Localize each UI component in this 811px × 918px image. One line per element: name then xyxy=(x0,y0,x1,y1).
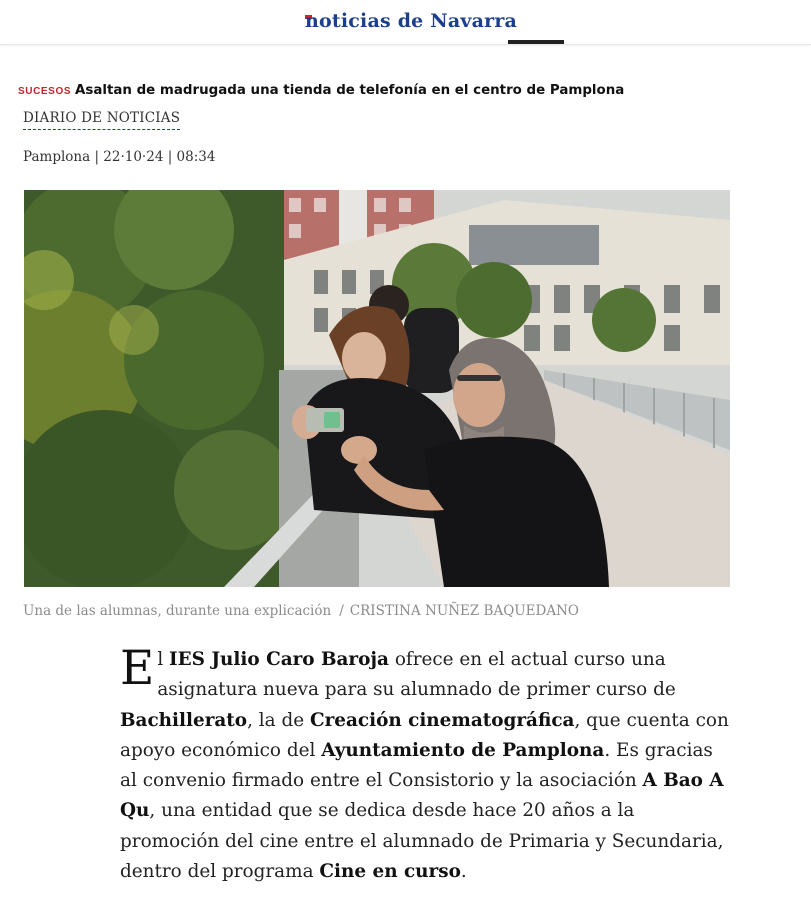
body-text: . xyxy=(460,861,467,883)
article-paragraph xyxy=(120,641,730,887)
highlight-bachillerato: Bachillerato xyxy=(120,709,248,731)
body-text: . Es gracias al convenio firmado entre el Consistorio y la asociación xyxy=(120,739,713,792)
header-progress-rule xyxy=(508,40,564,44)
body-text: ofrece en el actual curso una asignatura nueva para su alumnado de primer curso de xyxy=(157,649,676,701)
site-header xyxy=(0,0,811,45)
highlight-program: Cine en curso xyxy=(319,861,461,883)
caption-text: Una de las alumnas, durante una explicación xyxy=(23,603,332,619)
drop-cap: E xyxy=(120,641,155,696)
body-text: , una entidad que se dedica desde hace 20 años a la promoción del cine entre el alumnado de Primaria y Secundaria, dentro del programa xyxy=(120,800,724,883)
article-body xyxy=(120,641,730,887)
highlight-subject: Creación cinematográfica xyxy=(309,709,575,731)
body-text: l xyxy=(157,649,170,670)
highlight-school: IES Julio Caro Baroja xyxy=(169,649,389,670)
photo-caption xyxy=(23,603,579,619)
body-text: , la de xyxy=(247,709,310,731)
photo-illustration xyxy=(24,190,730,587)
site-logo[interactable]: noticias de Navarra xyxy=(305,10,518,32)
photo-credit: CRISTINA NUÑEZ BAQUEDANO xyxy=(349,603,579,619)
related-headline-link[interactable]: Asaltan de madrugada una tienda de telefonía en el centro de Pamplona xyxy=(75,83,625,98)
highlight-ayuntamiento: Ayuntamiento de Pamplona xyxy=(321,739,605,761)
highlight-association: A Bao A Qu xyxy=(120,770,724,822)
article-source[interactable]: DIARIO DE NOTICIAS xyxy=(23,110,180,130)
article-dateline: Pamplona | 22·10·24 | 08:34 xyxy=(23,149,216,165)
caption-separator: / xyxy=(339,603,344,619)
article-photo[interactable] xyxy=(24,190,730,587)
body-text: , que cuenta con apoyo económico del xyxy=(120,709,729,761)
section-tag[interactable]: SUCESOS xyxy=(18,86,72,97)
related-headline xyxy=(18,83,798,103)
